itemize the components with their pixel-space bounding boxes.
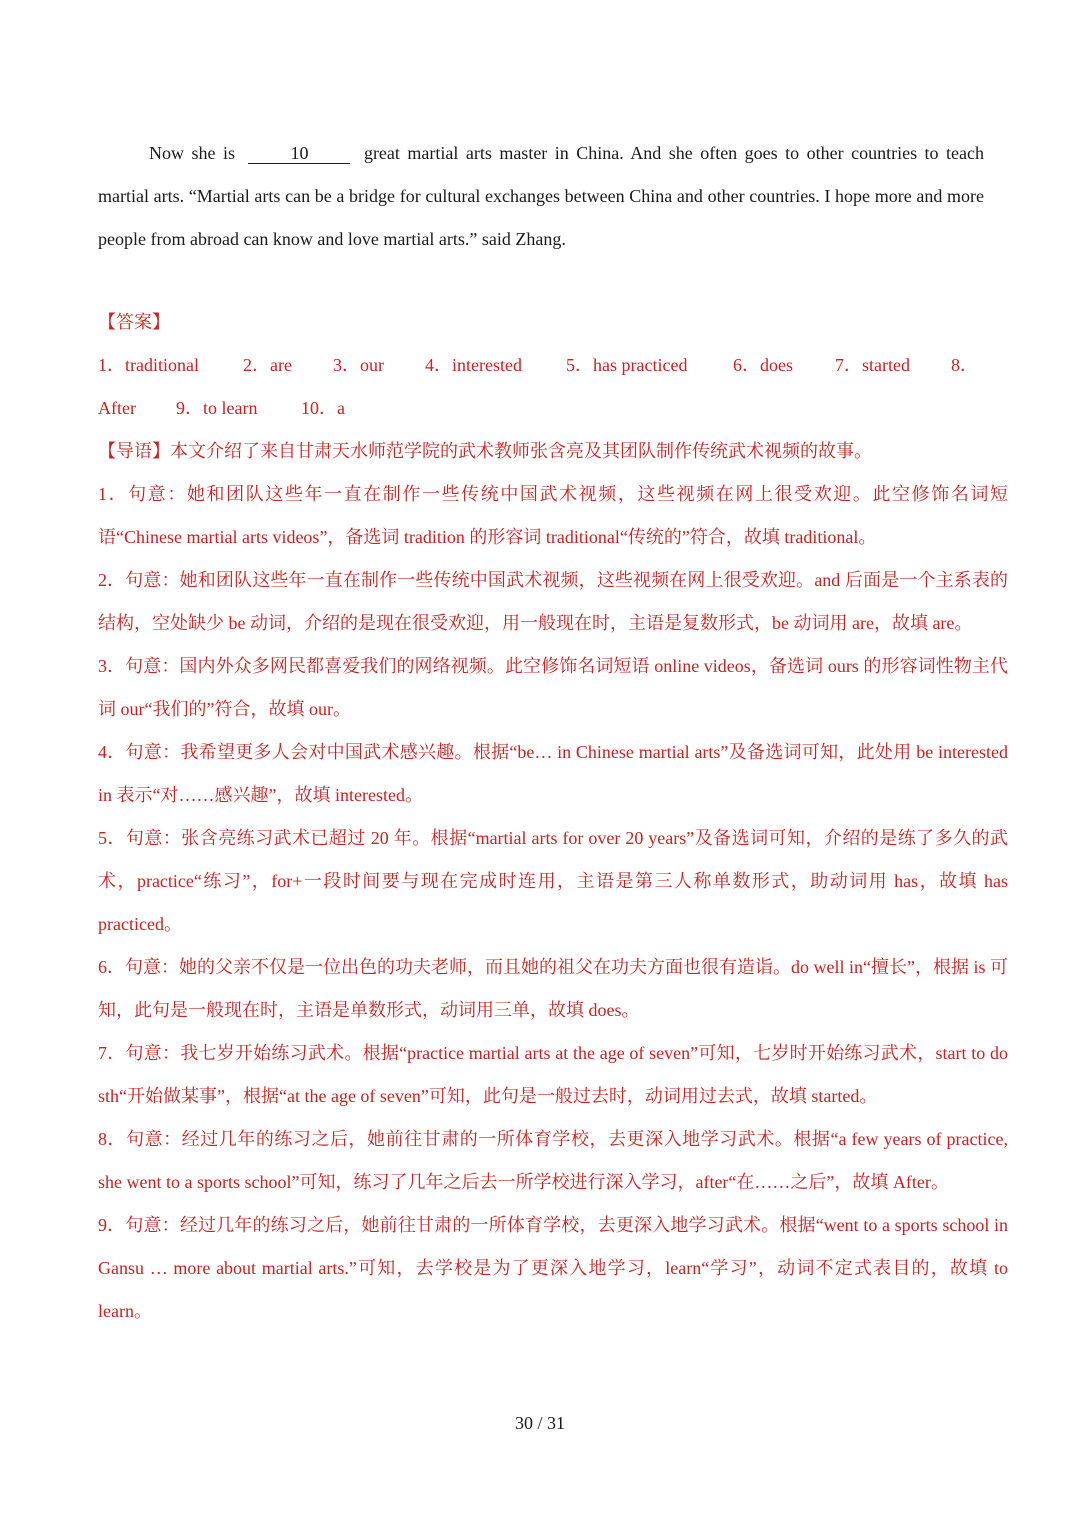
explanation-item: 2．句意：她和团队这些年一直在制作一些传统中国武术视频，这些视频在网上很受欢迎。and 后面是一个主系表的结构，空处缺少 be 动词，介绍的是现在很受欢迎，用一般现在时，主语是复数形式，be 动词用 are，故填 are。	[98, 570, 1008, 633]
explanation-item: 3．句意：国内外众多网民都喜爱我们的网络视频。此空修饰名词短语 online videos，备选词 ours 的形容词性物主代词 our“我们的”符合，故填 our。	[98, 656, 1008, 719]
blank-10: 10	[248, 143, 350, 164]
explanation-item: 1．句意：她和团队这些年一直在制作一些传统中国武术视频，这些视频在网上很受欢迎。此空修饰名词短语“Chinese martial arts videos”，备选词 tradition 的形容词 traditional“传统的”符合，故填 traditional。	[98, 484, 1008, 547]
answer-item: 8．	[951, 355, 978, 375]
answer-list-row-2	[98, 387, 1008, 430]
page-number: 30 / 31	[514, 1413, 565, 1433]
answer-section	[98, 301, 1008, 1333]
answer-item: 1．traditional	[98, 355, 199, 375]
answer-item: 3．our	[333, 355, 384, 375]
explanation-item: 9．句意：经过几年的练习之后，她前往甘肃的一所体育学校，去更深入地学习武术。根据“went to a sports school in Gansu … more about martial arts.”可知，去学校是为了更深入地学习，learn“学习”，动词不定式表目的，故填 to learn。	[98, 1215, 1008, 1321]
explanation-item: 7．句意：我七岁开始练习武术。根据“practice martial arts at the age of seven”可知，七岁时开始练习武术，start to do sth“开始做某事”，根据“at the age of seven”可知，此句是一般过去时，动词用过去式，故填 started。	[98, 1043, 1008, 1106]
answer-item: 10．a	[301, 398, 345, 418]
answer-item: 4．interested	[425, 355, 522, 375]
answer-list-row-1	[98, 344, 1008, 387]
explanation-item: 8．句意：经过几年的练习之后，她前往甘肃的一所体育学校，去更深入地学习武术。根据“a few years of practice, she went to a sports school”可知，练习了几年之后去一所学校进行深入学习，after“在……之后”，故填 After。	[98, 1129, 1008, 1192]
passage-paragraph	[98, 132, 984, 261]
answer-item: 7．started	[835, 355, 910, 375]
explanation-item: 6．句意：她的父亲不仅是一位出色的功夫老师，而且她的祖父在功夫方面也很有造诣。do well in“擅长”，根据 is 可知，此句是一般现在时，主语是单数形式，动词用三单，故填 does。	[98, 957, 1008, 1020]
explanation-item: 5．句意：张含亮练习武术已超过 20 年。根据“martial arts for over 20 years”及备选词可知，介绍的是练了多久的武术，practice“练习”，for+一段时间要与现在完成时连用，主语是第三人称单数形式，助动词用 has，故填 has practiced。	[98, 828, 1008, 934]
explanation-item: 4．句意：我希望更多人会对中国武术感兴趣。根据“be… in Chinese martial arts”及备选词可知，此处用 be interested in 表示“对……感兴趣”，故填 interested。	[98, 742, 1008, 805]
answer-item: 6．does	[733, 355, 793, 375]
passage-text-after-blank: great martial arts master in China. And she often goes to other countries to teach martial arts. “Martial arts can be a bridge for cultural exchanges between China and other countries. I hope more and more people from abroad can know and love martial arts.” said Zhang.	[98, 143, 984, 249]
guide-intro: 【导语】本文介绍了来自甘肃天水师范学院的武术教师张含亮及其团队制作传统武术视频的故事。	[98, 441, 872, 461]
passage-text-before-blank: Now she is	[149, 143, 235, 163]
answer-item: 5．has practiced	[566, 355, 688, 375]
answer-heading: 【答案】	[98, 312, 170, 332]
answer-item: After	[98, 398, 136, 418]
answer-item: 9．to learn	[176, 398, 258, 418]
answer-item: 2．are	[243, 355, 292, 375]
